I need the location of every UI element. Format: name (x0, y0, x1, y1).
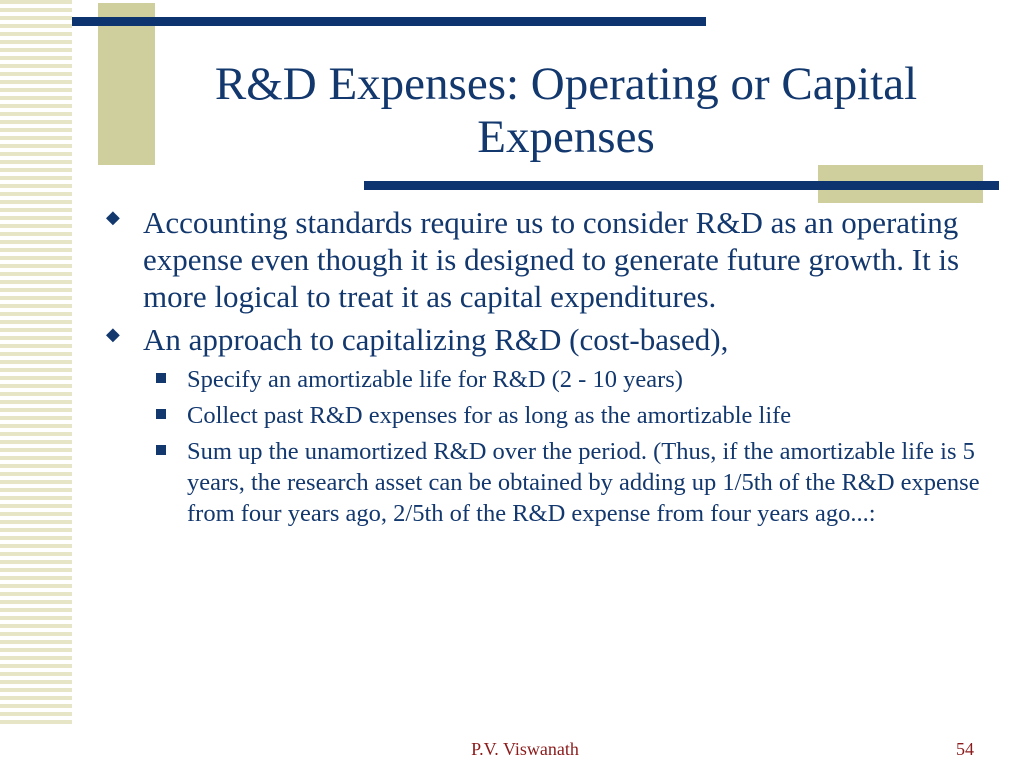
decorative-stripes (0, 0, 72, 728)
bullet-item (104, 204, 984, 315)
diamond-bullet-icon: ◆ (106, 207, 120, 227)
sub-bullet-text: Collect past R&D expenses for as long as the amortizable life (187, 402, 792, 429)
slide-title: R&D Expenses: Operating or Capital Expenses (214, 58, 918, 163)
diamond-bullet-icon: ◆ (106, 324, 120, 344)
square-bullet-icon (156, 445, 166, 455)
square-bullet-icon (156, 373, 166, 383)
decorative-bar-top (72, 17, 706, 26)
slide-body (104, 204, 984, 534)
sub-bullet-item (104, 436, 984, 529)
bullet-item (104, 321, 984, 358)
sub-bullet-item (104, 400, 984, 431)
footer-author: P.V. Viswanath (471, 739, 579, 759)
bullet-text: An approach to capitalizing R&D (cost-based), (143, 322, 729, 357)
bullet-text: Accounting standards require us to consider R&D as an operating expense even though it is designed to generate future growth. It is more logical to treat it as capital expenditures. (143, 205, 960, 314)
decorative-block-top (98, 3, 155, 165)
page-number: 54 (956, 739, 974, 759)
sub-bullet-item (104, 364, 984, 395)
sub-bullet-text: Specify an amortizable life for R&D (2 - 10 years) (187, 366, 683, 393)
sub-bullet-text: Sum up the unamortized R&D over the period. (Thus, if the amortizable life is 5 years, the research asset can be obtained by adding up 1/5th of the R&D expense from four years ago, 2/5th of the R&D expense from four years ago...: (187, 438, 980, 527)
decorative-bar-middle (364, 181, 999, 190)
square-bullet-icon (156, 409, 166, 419)
